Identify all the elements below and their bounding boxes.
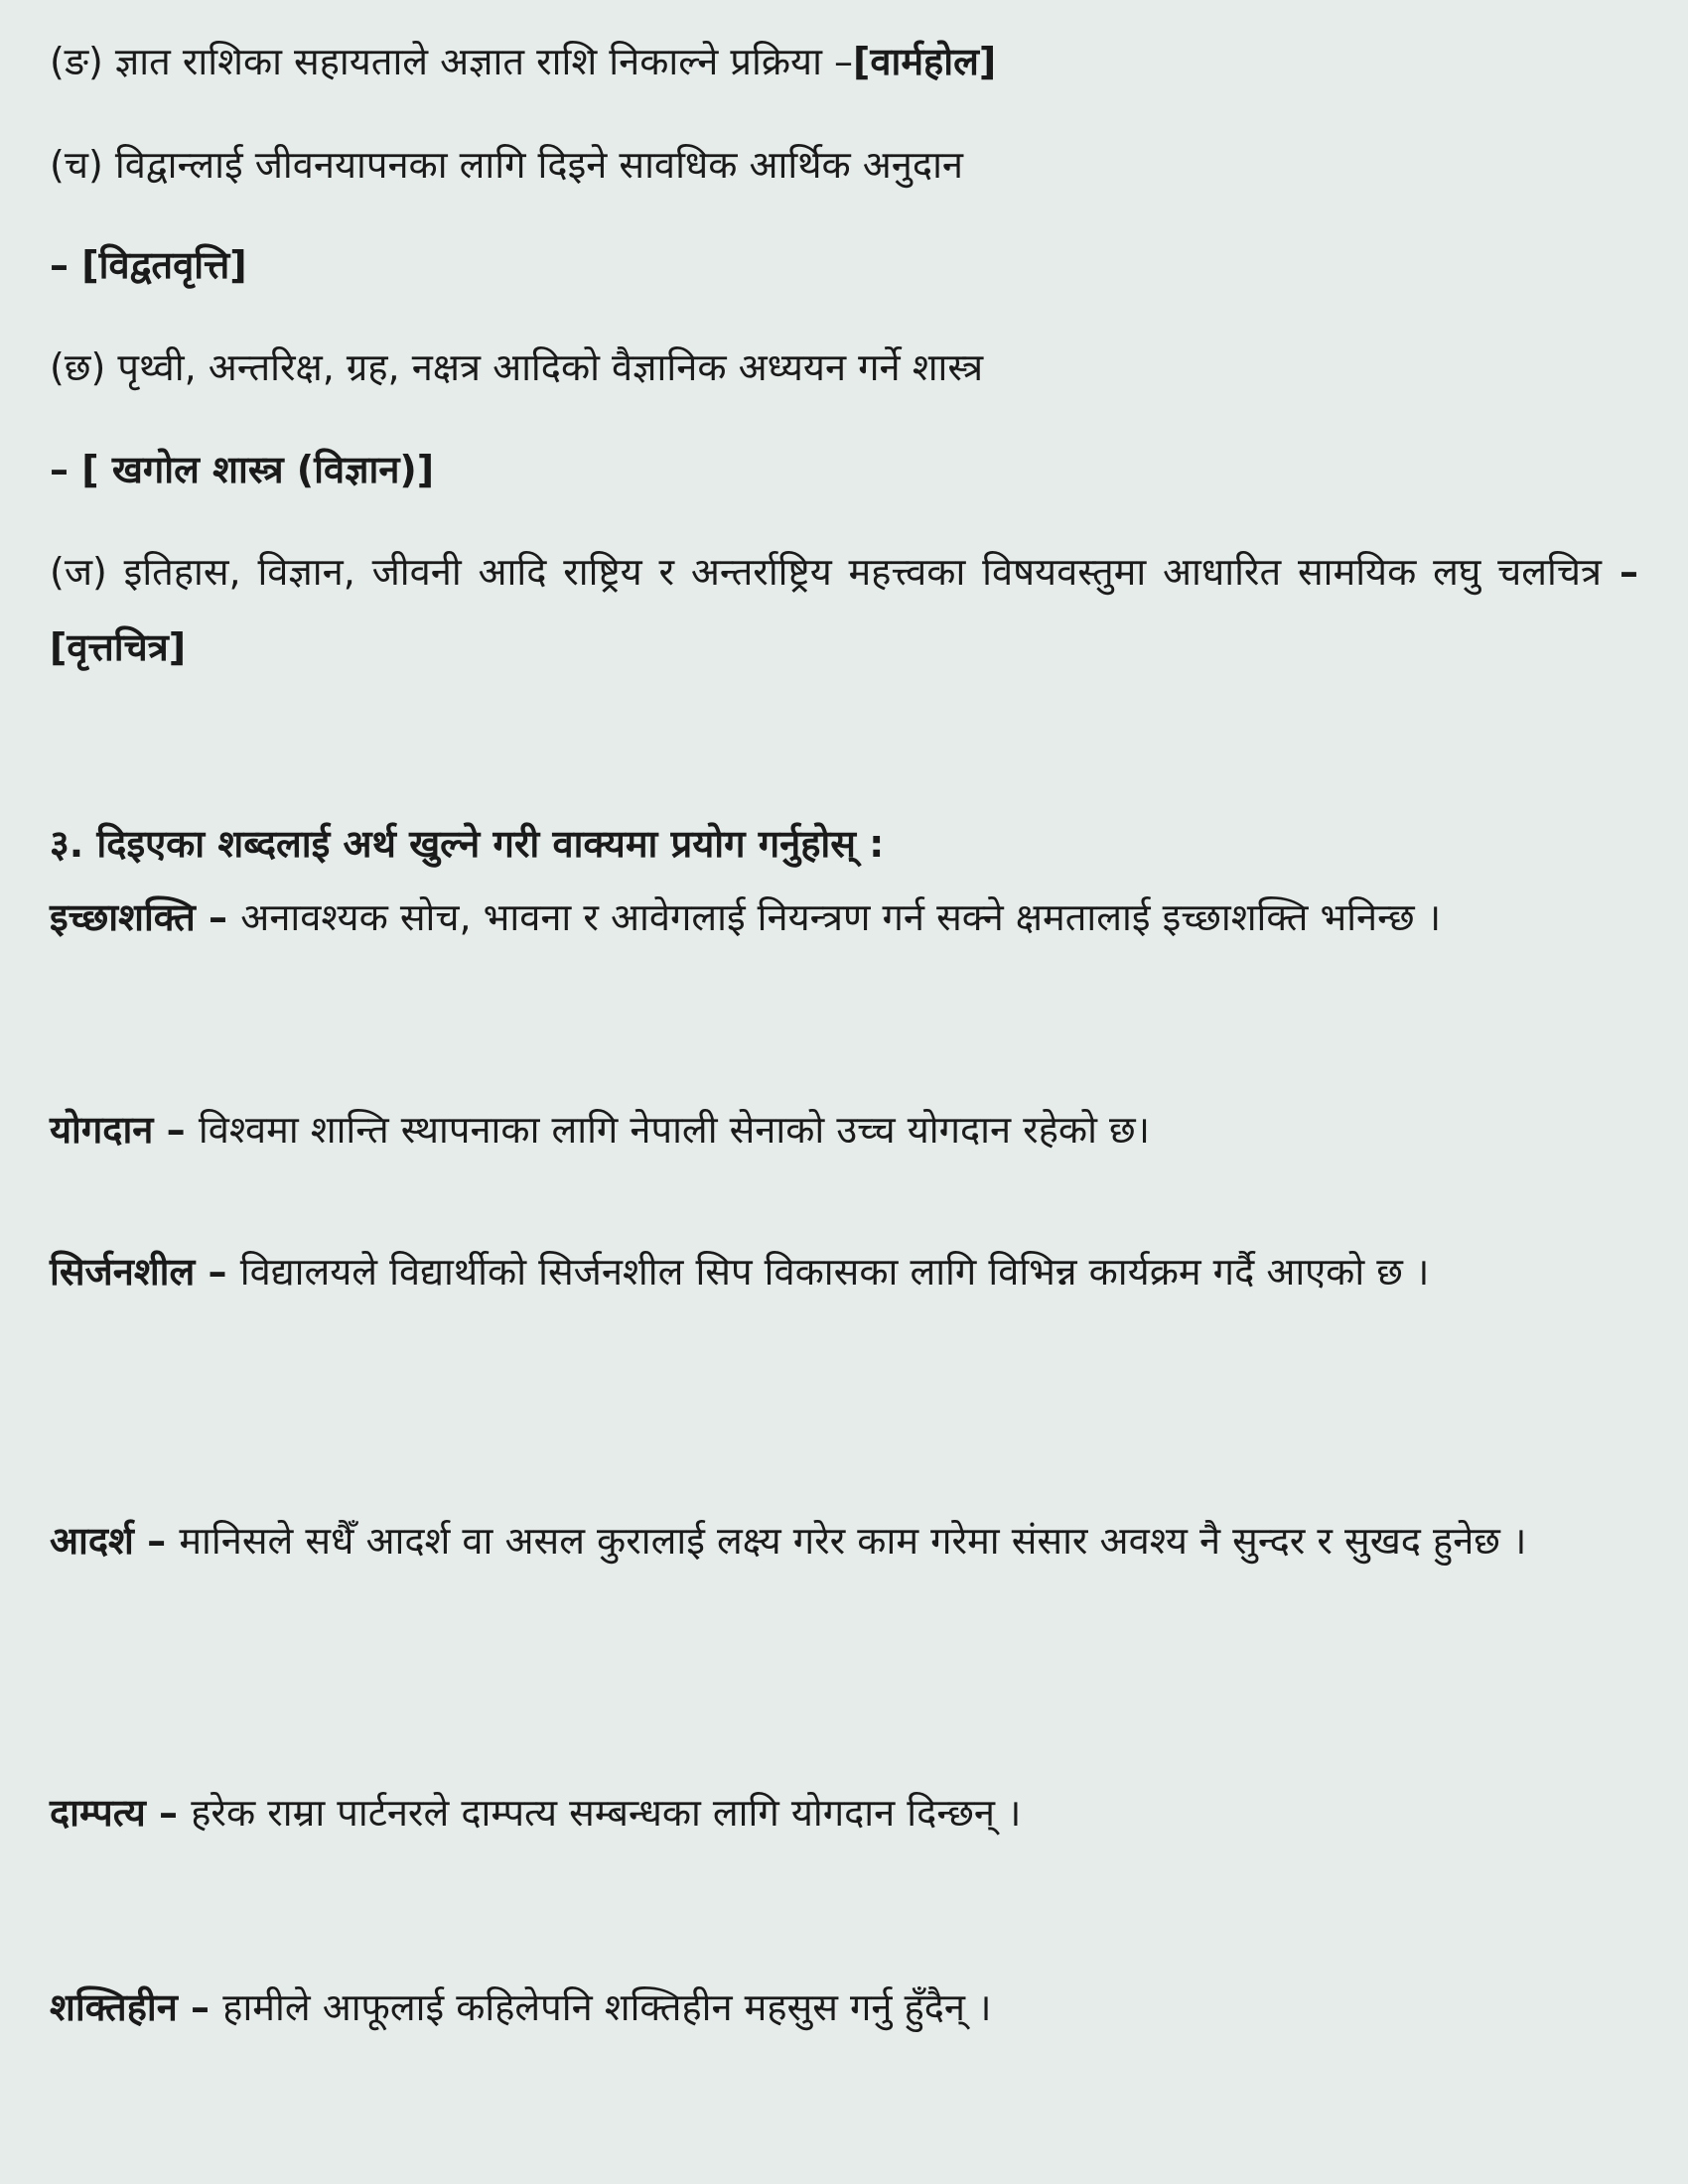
entry-sentence: विद्यालयले विद्यार्थीको सिर्जनशील सिप विकासका लागि विभिन्न कार्यक्रम गर्दै आएको छ ।: [239, 1250, 1430, 1294]
entry-ichchhashakti: [50, 880, 1638, 955]
entry-adarsha: [50, 1503, 1638, 1578]
entry-sentence: अनावश्यक सोच, भावना र आवेगलाई नियन्त्रण गर्न सक्ने क्षमतालाई इच्छाशक्ति भनिन्छ ।: [240, 895, 1442, 939]
item-cha-text: (च) विद्वान्लाई जीवनयापनका लागि दिइने सावधिक आर्थिक अनुदान: [50, 143, 963, 187]
entry-shaktihin: [50, 1970, 1638, 2045]
entry-sentence: हरेक राम्रा पार्टनरले दाम्पत्य सम्बन्धका लागि योगदान दिन्छन् ।: [191, 1791, 1022, 1835]
item-nga-answer: [वार्महोल]: [853, 40, 997, 83]
item-ja-text: (ज) इतिहास, विज्ञान, जीवनी आदि राष्ट्रिय र अन्तर्राष्ट्रिय महत्त्वका विषयवस्तुमा आधारित सामयिक लघु चलचित्र: [50, 550, 1603, 594]
item-nga-text: (ङ) ज्ञात राशिका सहायताले अज्ञात राशि निकाल्ने प्रक्रिया –: [50, 40, 853, 83]
item-ja-answer: – [वृत्तचित्र]: [50, 550, 1638, 669]
entry-term: शक्तिहीन –: [50, 1985, 223, 2029]
item-ja: [50, 534, 1638, 685]
entry-sentence: मानिसले सधैँ आदर्श वा असल कुरालाई लक्ष्य गरेर काम गरेमा संसार अवश्य नै सुन्दर र सुखद हुनेछ ।: [179, 1519, 1527, 1563]
entry-sentence: विश्वमा शान्ति स्थापनाका लागि नेपाली सेनाको उच्च योगदान रहेको छ।: [198, 1108, 1151, 1152]
entry-term: योगदान –: [50, 1108, 199, 1152]
entry-term: दाम्पत्य –: [50, 1791, 192, 1835]
item-chha-text: (छ) पृथ्वी, अन्तरिक्ष, ग्रह, नक्षत्र आदिको वैज्ञानिक अध्ययन गर्ने शास्त्र: [50, 345, 984, 389]
item-cha-answer: – [विद्वतवृत्ति]: [50, 243, 247, 287]
entry-sentence: हामीले आफूलाई कहिलेपनि शक्तिहीन महसुस गर्नु हुँदैन् ।: [222, 1985, 992, 2029]
entry-term: आदर्श –: [50, 1519, 180, 1563]
entry-yogdan: [50, 1092, 1638, 1167]
item-nga: [50, 38, 996, 85]
section3-heading: ३. दिइएका शब्दलाई अर्थ खुल्ने गरी वाक्यमा प्रयोग गर्नुहोस् :: [50, 822, 885, 866]
entry-sirjanshil: [50, 1234, 1638, 1309]
entry-term: सिर्जनशील –: [50, 1250, 240, 1294]
item-chha-answer: – [ खगोल शास्त्र (विज्ञान)]: [50, 448, 435, 491]
entry-dampatya: [50, 1775, 1638, 1850]
entry-term: इच्छाशक्ति –: [50, 895, 241, 939]
